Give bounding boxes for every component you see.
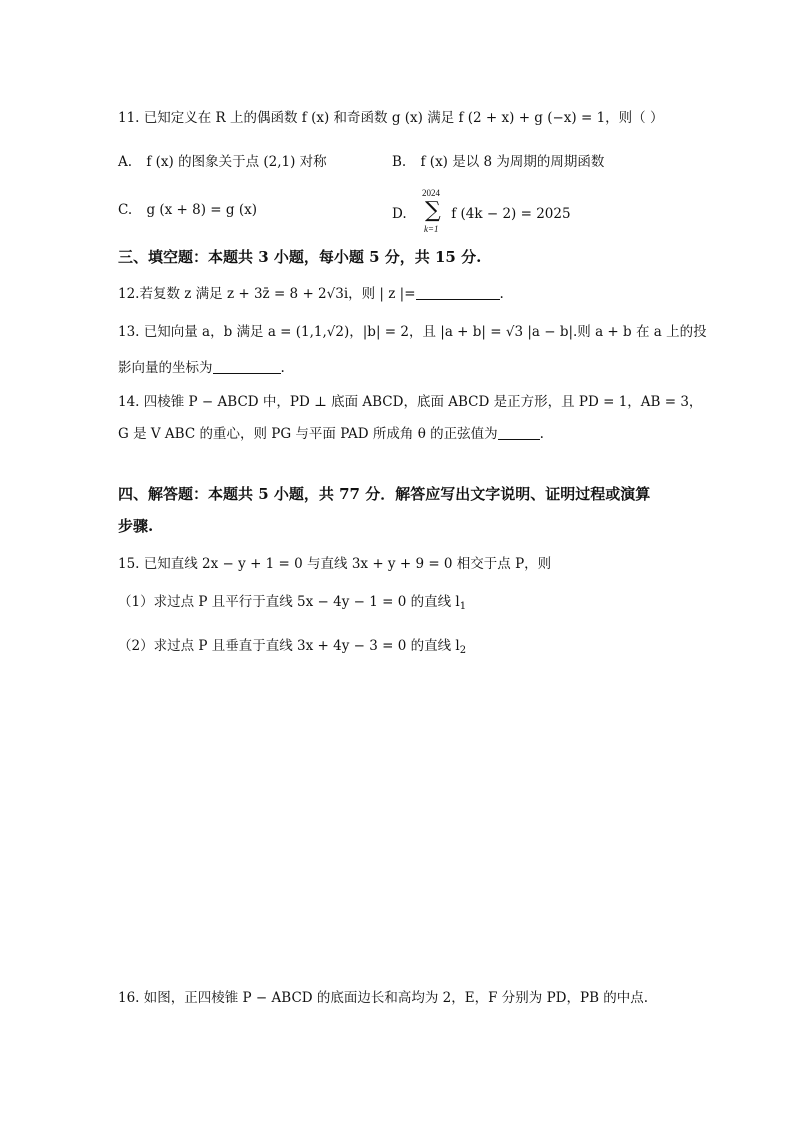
q15-part1-text: （1）求过点 P 且平行于直线 5x − 4y − 1 = 0 的直线 l xyxy=(118,594,460,610)
q14-text: G 是 V ABC 的重心，则 PG 与平面 PAD 所成角 θ 的正弦值为 xyxy=(118,426,498,442)
q11-option-c-text: g (x + 8) = g (x) xyxy=(146,202,257,218)
q11-option-b[interactable] xyxy=(392,150,604,170)
q12-suffix: . xyxy=(499,286,504,302)
question-16-stem: 16. 如图，正四棱锥 P − ABCD 的底面边长和高均为 2，E，F 分别为 PD，PB 的中点. xyxy=(118,990,649,1006)
q11-option-d-text: f (4k − 2) = 2025 xyxy=(451,206,571,222)
question-14-line2 xyxy=(118,422,544,442)
q11-option-d-label: D. xyxy=(392,206,407,222)
q13-text: 影向量的坐标为 xyxy=(118,360,213,376)
question-13-line2 xyxy=(118,356,285,376)
q11-option-c-label: C. xyxy=(118,202,133,218)
question-11-stem: 11. 已知定义在 R 上的偶函数 f (x) 和奇函数 g (x) 满足 f (2 + x) + g (−x) = 1，则（ ） xyxy=(118,110,664,126)
q14-answer-blank[interactable] xyxy=(498,425,540,440)
question-15-part-2 xyxy=(118,634,466,656)
summation-symbol xyxy=(421,188,447,234)
sigma-icon: ∑ xyxy=(424,198,441,223)
q11-option-b-text: f (x) 是以 8 为周期的周期函数 xyxy=(420,154,605,170)
q11-option-b-label: B. xyxy=(392,154,407,170)
q15-part2-subscript: 2 xyxy=(459,645,467,656)
q13-answer-blank[interactable] xyxy=(213,359,281,374)
section-3-heading: 三、填空题：本题共 3 小题，每小题 5 分，共 15 分. xyxy=(118,248,482,266)
q11-option-d[interactable] xyxy=(392,188,571,234)
q13-suffix: . xyxy=(280,360,285,376)
question-14-line1: 14. 四棱锥 P − ABCD 中，PD ⊥ 底面 ABCD，底面 ABCD 是正方形，且 PD = 1，AB = 3， xyxy=(118,394,703,410)
q11-option-a-text: f (x) 的图象关于点 (2,1) 对称 xyxy=(146,154,327,170)
q11-option-a[interactable] xyxy=(118,150,327,170)
question-12 xyxy=(118,282,504,302)
question-15-part-1 xyxy=(118,590,466,612)
q11-option-a-label: A. xyxy=(118,154,133,170)
q12-answer-blank[interactable] xyxy=(416,285,500,300)
section-4-heading-line2: 步骤. xyxy=(118,517,154,535)
q12-text: 12.若复数 z 满足 z + 3z̄ = 8 + 2√3i，则 | z |= xyxy=(118,286,416,302)
q15-part2-text: （2）求过点 P 且垂直于直线 3x + 4y − 3 = 0 的直线 l xyxy=(118,638,460,654)
question-13-line1: 13. 已知向量 a，b 满足 a = (1,1,√2)，|b| = 2，且 |a + b| = √3 |a − b|.则 a + b 在 a 上的投 xyxy=(118,324,707,340)
summation-lower-limit: k=1 xyxy=(423,224,439,234)
question-15-stem: 15. 已知直线 2x − y + 1 = 0 与直线 3x + y + 9 = 0 相交于点 P，则 xyxy=(118,556,552,572)
q14-suffix: . xyxy=(539,426,544,442)
section-4-heading-line1: 四、解答题：本题共 5 小题，共 77 分．解答应写出文字说明、证明过程或演算 xyxy=(118,485,651,503)
summation-upper-limit: 2024 xyxy=(421,188,440,198)
q15-part1-subscript: 1 xyxy=(459,601,467,612)
q11-option-c[interactable] xyxy=(118,202,257,218)
